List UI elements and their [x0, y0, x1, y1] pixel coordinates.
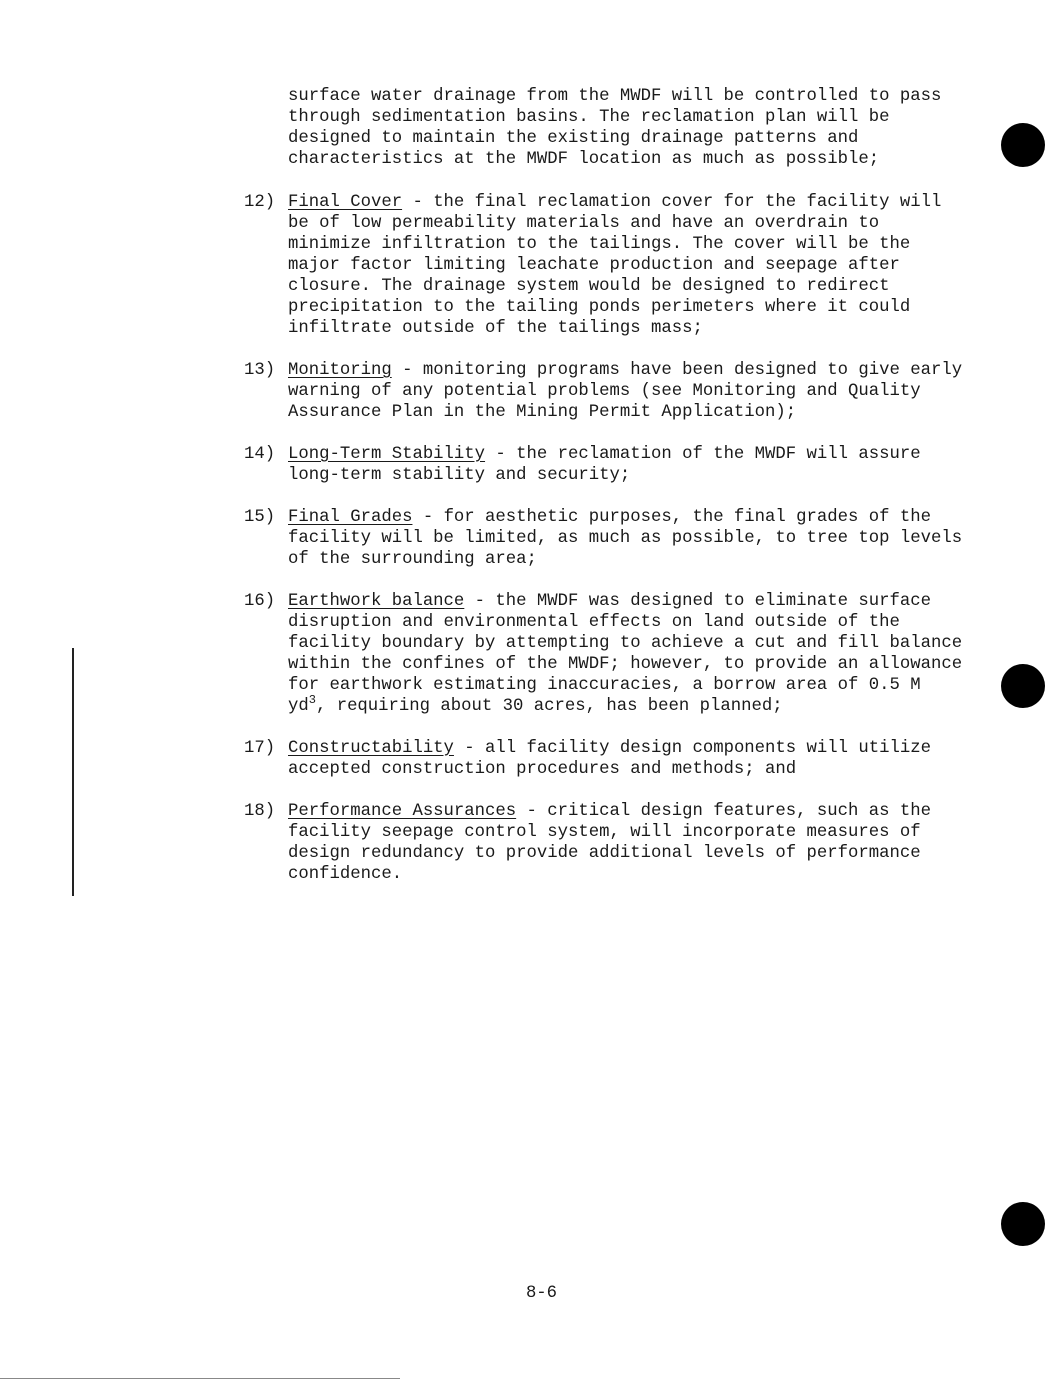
item-body: [288, 444, 968, 486]
item-number: 16): [244, 592, 276, 611]
item-body: [288, 801, 968, 885]
item-text: - critical design features, such as the facility seepage control system, will incorporate measures of design redundancy to provide additional levels of performance confidence.: [288, 802, 931, 884]
item-text: - the final reclamation cover for the facility will be of low permeability materials and have an overdrain to minimize infiltration to the tailings. The cover will be the major factor limiting leachate production and seepage after closure. The drainage system would be designed to redirect precipitation to the tailing ponds perimeters where it could infiltrate outside of the tailings mass;: [288, 193, 942, 338]
item-number: 15): [244, 508, 276, 527]
item-title: Earthwork balance: [288, 592, 465, 611]
item-number: 12): [244, 193, 276, 212]
item-title: Monitoring: [288, 361, 392, 380]
item-text: - the reclamation of the MWDF will assure long-term stability and security;: [288, 445, 921, 485]
revision-bar: [72, 648, 74, 896]
item-body: [288, 738, 968, 780]
list-item-16: [244, 591, 968, 717]
list-item-13: [244, 360, 968, 423]
intro-paragraph: surface water drainage from the MWDF will be controlled to pass through sedimentation basins. The reclamation plan will be designed to maintain the existing drainage patterns and characteristics at the MWDF location as much as possible;: [288, 87, 942, 169]
item-number: 14): [244, 445, 276, 464]
list-item-12: [244, 192, 968, 339]
binder-hole-bottom: [1001, 1202, 1045, 1246]
item-number: 13): [244, 361, 276, 380]
item-text: - all facility design components will utilize accepted construction procedures and methods; and: [288, 739, 931, 779]
binder-hole-middle: [1001, 664, 1045, 708]
item-title: Final Grades: [288, 508, 413, 527]
list-item-14: [244, 444, 968, 486]
page-number: 8-6: [525, 1284, 558, 1303]
item-text: - the MWDF was designed to eliminate surface disruption and environmental effects on land outside of the facility boundary by attempting to achieve a cut and fill balance within the confines of the MWDF; however, to provide an allowance for earthwork estimating inaccuracies, a borrow area of 0.5 M yd: [288, 592, 963, 716]
item-number: 18): [244, 802, 276, 821]
item-number: 17): [244, 739, 276, 758]
item-title: Performance Assurances: [288, 802, 517, 821]
item-body: [288, 507, 968, 570]
item-text-after: , requiring about 30 acres, has been planned;: [315, 697, 783, 716]
item-title: Constructability: [288, 739, 454, 758]
list-item-15: [244, 507, 968, 570]
list-item-18: [244, 801, 968, 885]
superscript: 3: [308, 693, 316, 708]
item-title: Final Cover: [288, 193, 403, 212]
item-body: [288, 591, 968, 717]
binder-hole-top: [1001, 123, 1045, 167]
item-text: - monitoring programs have been designed to give early warning of any potential problems (see Monitoring and Quality Assurance Plan in the Mining Permit Application);: [288, 361, 963, 422]
item-text: - for aesthetic purposes, the final grades of the facility will be limited, as much as possible, to tree top levels of the surrounding area;: [288, 508, 963, 569]
item-body: [288, 192, 968, 339]
list-item-17: [244, 738, 968, 780]
item-title: Long-Term Stability: [288, 445, 486, 464]
item-list: [244, 192, 968, 906]
item-body: [288, 360, 968, 423]
